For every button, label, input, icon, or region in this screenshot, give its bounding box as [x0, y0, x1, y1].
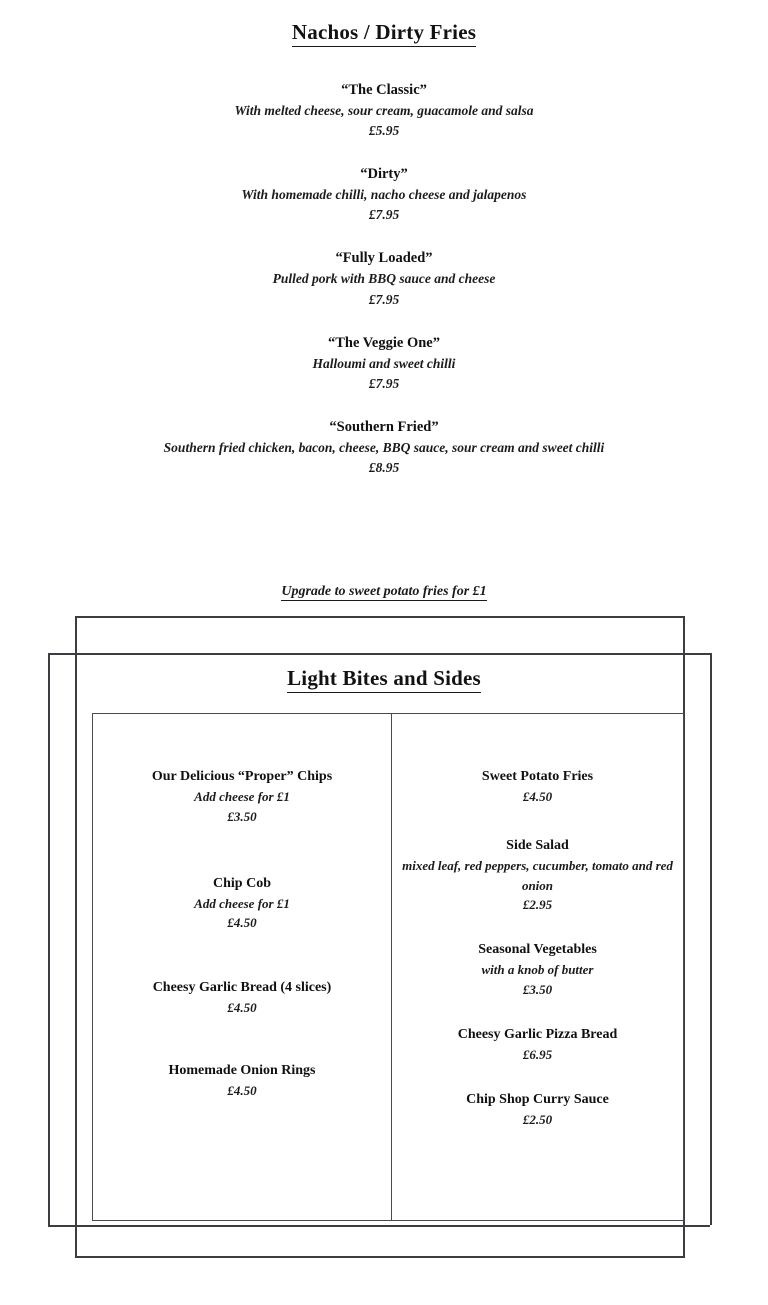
item-name: Cheesy Garlic Pizza Bread	[457, 1026, 618, 1042]
item-name: Our Delicious “Proper” Chips	[151, 769, 333, 784]
item-price: £4.50	[227, 1083, 257, 1099]
sides-section-title	[0, 666, 768, 693]
item-name: Cheesy Garlic Bread (4 slices)	[152, 980, 332, 996]
frame-corner-top-left-outer-vertical	[75, 616, 77, 1256]
list-item	[392, 766, 683, 807]
frame-corner-top-right-inner-horizontal	[248, 653, 710, 655]
item-name: “The Classic”	[341, 82, 427, 98]
menu-item	[0, 417, 768, 479]
item-description: With melted cheese, sour cream, guacamole and salsa	[234, 103, 534, 119]
item-price: £7.95	[368, 375, 400, 391]
menu-item	[0, 80, 768, 142]
item-name: “Southern Fried”	[329, 418, 439, 435]
item-name: Side Salad	[506, 838, 569, 854]
item-price: £5.95	[368, 123, 400, 139]
list-item	[93, 873, 391, 934]
item-price: £3.50	[522, 981, 553, 997]
item-price: £4.50	[227, 915, 257, 931]
item-price: £3.50	[227, 808, 257, 824]
list-item	[93, 1060, 391, 1101]
item-description: mixed leaf, red peppers, cucumber, tomato and red onion	[402, 858, 673, 893]
sides-column-left	[93, 714, 392, 1220]
item-description: Halloumi and sweet chilli	[312, 355, 456, 371]
item-price: £7.95	[368, 207, 400, 223]
list-item	[392, 835, 683, 915]
item-description: Add cheese for £1	[194, 789, 290, 804]
nachos-item-list	[0, 80, 768, 497]
list-item	[392, 1024, 683, 1065]
item-name: “The Veggie One”	[328, 334, 440, 351]
sides-section	[0, 608, 768, 1298]
item-description: Southern fried chicken, bacon, cheese, BBQ sauce, sour cream and sweet chilli	[163, 439, 605, 455]
upgrade-note	[0, 582, 768, 600]
item-description: Pulled pork with BBQ sauce and cheese	[272, 271, 496, 287]
item-price: £6.95	[522, 1046, 553, 1062]
menu-item	[0, 333, 768, 395]
list-item	[93, 977, 391, 1018]
item-price: £4.50	[522, 789, 553, 804]
sides-column-right	[392, 714, 683, 1220]
frame-corner-bottom-left-outer-horizontal	[75, 1256, 685, 1258]
item-price: £4.50	[227, 1000, 257, 1016]
sides-table	[92, 713, 684, 1221]
item-name: Sweet Potato Fries	[481, 769, 594, 784]
item-name: “Fully Loaded”	[335, 250, 433, 267]
frame-corner-right-inner-vertical	[710, 653, 712, 1225]
sides-section-title-text: Light Bites and Sides	[287, 666, 481, 693]
item-description: Add cheese for £1	[194, 895, 290, 911]
item-price: £2.50	[522, 1112, 553, 1128]
item-name: Chip Cob	[213, 875, 271, 891]
nachos-section-title-text: Nachos / Dirty Fries	[292, 20, 476, 47]
upgrade-note-text: Upgrade to sweet potato fries for £1	[281, 584, 487, 599]
frame-corner-bottom-right-inner-horizontal	[248, 1225, 710, 1227]
menu-item	[0, 164, 768, 226]
list-item	[392, 939, 683, 1000]
item-name: Homemade Onion Rings	[168, 1063, 316, 1079]
item-price: £2.95	[522, 897, 553, 913]
list-item	[93, 766, 391, 827]
frame-corner-top-left-outer-horizontal	[75, 616, 685, 618]
item-name: Seasonal Vegetables	[478, 942, 597, 958]
item-name: Chip Shop Curry Sauce	[466, 1092, 609, 1108]
list-item	[392, 1089, 683, 1130]
item-name: “Dirty”	[360, 166, 408, 183]
nachos-section-title	[0, 20, 768, 47]
item-description: with a knob of butter	[481, 962, 594, 978]
item-price: £8.95	[368, 460, 400, 476]
item-price: £7.95	[368, 291, 400, 307]
frame-corner-left-inner-vertical	[48, 653, 50, 1225]
menu-item	[0, 248, 768, 310]
item-description: With homemade chilli, nacho cheese and jalapenos	[241, 187, 527, 203]
